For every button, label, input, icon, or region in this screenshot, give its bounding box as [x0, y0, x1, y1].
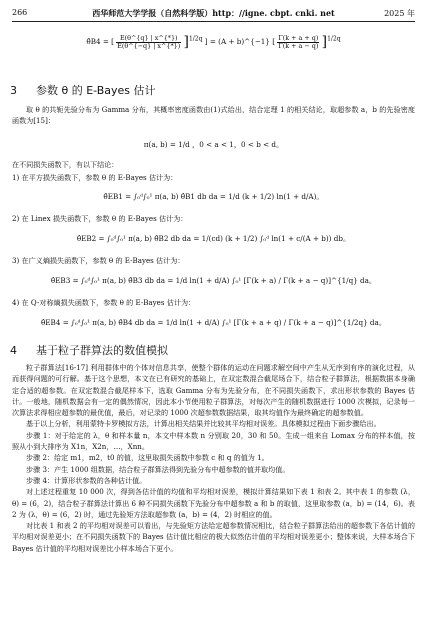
- paragraph-simulation: 基于以上分析，利用蒙特卡罗模拟方法，计算出相关结果并比较其平均相对误差。具体模拟过程由下面步骤给出。: [26, 419, 381, 429]
- section3-intro: 取 θ 的共轭先验分布为 Gamma 分布，其概率密度函数由(1)式给出，结合定理 1 的相关结论，取超参数 a，b 的先验密度函数为[15]：: [12, 105, 415, 126]
- paragraph-pso: 粒子群算法[16-17] 利用群体中的个体对信息共享，使整个群体的运动在问题求解空间中产生从无序到有序的演化过程，从而获得问题的可行解。基于这个思想，本文在已有研究的基础上，在双定数混合截尾场合下，结合粒子群算法，根据数据本身确定合适的超参数。在双定数混合截尾样本下，选取 Gamma 分布为先验分布，在不同损失函数下，求出形状参数的 Bayes 估计。一般地，随机数据会有一定的偶然情况，因此本小节使用粒子群算法，对每次产生的随机数据进行 1000 次模拟，记录每一次算法求得相应超参数的最优值，最后，对记录的 1000 次超参数数据结果，取其均值作为最终确定的超参数值。: [12, 363, 415, 418]
- cases-intro: 在不同损失函数下，有以下结论：: [12, 160, 119, 169]
- journal-title: 西华师范大学学报（自然科学版）http：//igne. cbpt. cnki. net: [92, 8, 335, 18]
- page-number: 266: [12, 8, 28, 17]
- case-1-text: 1) 在平方损失函数下，参数 θ 的 E-Bayes 估计为：: [12, 173, 178, 182]
- equation-mid: ] = (A + b)^{−1} [: [204, 37, 276, 46]
- equation-eb3: θ̂EB3 = ∫₀ᵈ∫₀¹ π(a, b) θ̂B3 db da = 1/d ln(1 + d/A) ∫₀¹ [Γ(k + a) / Γ(k + a − q)]^{1/q} da。: [50, 276, 377, 285]
- step-1: 步骤 1：对于给定的 λ，θ 和样本量 n，本文中样本数 n 分别取 20，30 和 50。生成一组来自 Lomax 分布的样本值，按照从小到大排序为 X1n，X2n，…，Xnn。: [12, 430, 415, 452]
- header-year: 2025 年: [384, 9, 415, 18]
- case-4-text: 4) 在 Q-对称熵损失函数下，参数 θ 的 E-Bayes 估计为：: [12, 298, 196, 307]
- equation-eb1: θ̂EB1 = ∫₀ᵈ∫₀¹ π(a, b) θ̂B1 db da = 1/d (k + 1/2) ln(1 + d/A)。: [103, 192, 324, 201]
- equation-eb2: θ̂EB2 = ∫₀ᵈ∫₀¹ π(a, b) θ̂B2 db da = 1/(cd) (k + 1/2) ∫₀ᵈ ln(1 + c/(A + b)) db。: [76, 234, 351, 243]
- section-heading-4: 4 基于粒子群算法的数值模拟: [10, 344, 168, 357]
- step-3: 步骤 3：产生 1000 组数据，结合粒子群算法得到先验分布中超参数的值并取均值。: [26, 464, 290, 474]
- exponent-2: 1/2q: [327, 35, 341, 43]
- section4-body: [12, 362, 415, 554]
- step-4: 步骤 4：计算形状参数的各种估计值。: [26, 475, 147, 485]
- step-2: 步骤 2：给定 m1，m2，t0 的值，这里取损失函数中参数 c 和 q 的值为 1。: [26, 453, 269, 463]
- header-rule: [12, 21, 415, 22]
- equation-fraction-2: $\frac{\Gamma(k + a + q)}{\Gamma(k + a - q)}$: [278, 33, 319, 50]
- paragraph-results: 对上述过程重复 10 000 次，得到各估计值的均值和平均相对误差，模拟计算结果如下表 1 和表 2。其中表 1 的参数 (λ，θ) = (6，2)，结合粒子群算法计算出 6 种不同损失函数下先验分布中超参数 a 和 b 的取值，这里取参数 (a，b) = (14，6)。表 2 为 (λ，θ) = (6，2) 时，通过先验矩方法取超参数 (a，b) = (4，2) 时相应的值。: [12, 487, 415, 519]
- paragraph-comparison: 对比表 1 和表 2 的平均相对误差可以看出，与先验矩方法给定超参数情况相比，结合粒子群算法给出的超参数下各估计值的平均相对误差更小；在不同损失函数下的 Bayes 估计值比相应的极大似然估计值的平均相对误差更小；整体来说，大样本场合下 Bayes 估计值的平均相对误差比小样本场合下更小。: [12, 521, 415, 553]
- exponent-1: 1/2q: [188, 35, 203, 43]
- running-header: [12, 8, 415, 22]
- section-heading-3: 3 参数 θ 的 E-Bayes 估计: [10, 84, 156, 97]
- equation-eb4: θ̂EB4 = ∫₀ᵈ∫₀¹ π(a, b) θ̂B4 db da = 1/d ln(1 + d/A) ∫₀¹ [Γ(k + a + q) / Γ(k + a − q)]^{1/2q} da。: [40, 318, 387, 327]
- equation-lhs: θ̂B4 = [: [86, 37, 114, 46]
- prior-equation: π(a, b) = 1/d ，0 < a < 1，0 < b < d。: [143, 140, 284, 149]
- top-equation: θ̂B4 = [ $\frac{E(\theta\^{}\{q\} | x\^{}\{*\})}{E(\theta\^{}\{-q\} | x\^{}\{*\})}$ ]$^{1/2q}$ ] = (A + b)^{−1} [ $\frac{\Gamma(k + a + q)}{\Gamma(k + a - q)}$ ]$^{1/2q}$: [86, 33, 341, 50]
- equation-fraction-1: $\frac{E(\theta\^{}\{q\} | x\^{}\{*\})}{E(\theta\^{}\{-q\} | x\^{}\{*\})}$: [117, 33, 181, 50]
- case-3-text: 3) 在广义熵损失函数下，参数 θ 的 E-Bayes 估计为：: [12, 256, 185, 265]
- case-2-text: 2) 在 Linex 损失函数下，参数 θ 的 E-Bayes 估计为：: [12, 214, 188, 223]
